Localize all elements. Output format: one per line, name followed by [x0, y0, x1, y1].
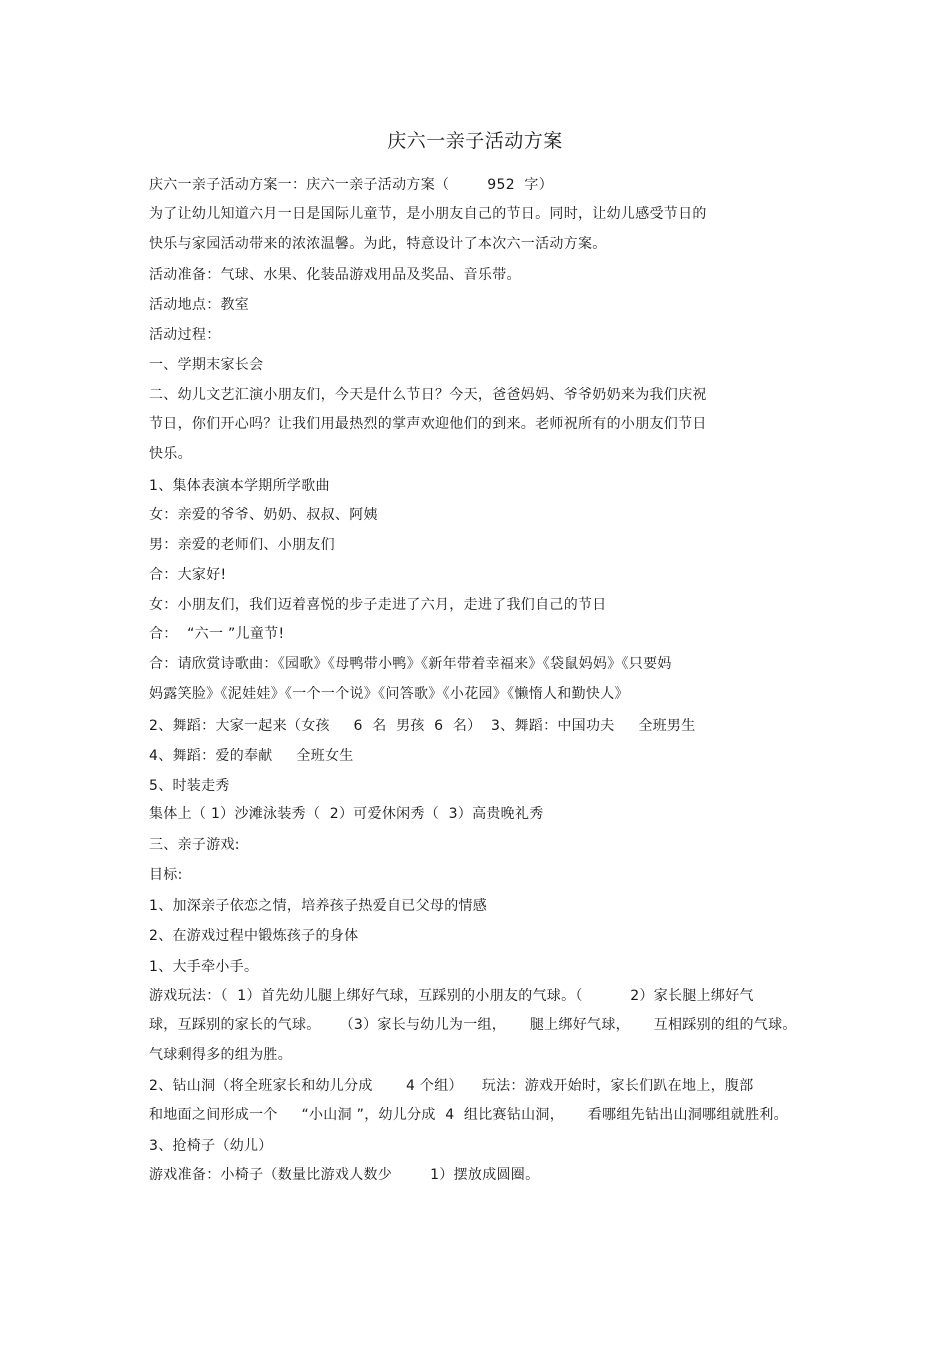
text-line: 活动准备：气球、水果、化装品游戏用品及奖品、音乐带。 [149, 267, 521, 283]
list-item: 1、大手牵小手。 [149, 959, 259, 975]
text-line: 合：大家好! [149, 567, 227, 583]
list-item: 2、舞蹈：大家一起来（女孩 6 名 男孩 6 名） 3、舞蹈：中国功夫 全班男生 [149, 718, 696, 734]
text-line: 合： “六一 ”儿童节! [149, 626, 285, 642]
text-line: 男：亲爱的老师们、小朋友们 [149, 537, 335, 553]
list-item: 5、时装走秀 [149, 778, 230, 794]
text-line: 活动过程： [149, 327, 221, 343]
text-line: 气球剩得多的组为胜。 [149, 1047, 292, 1063]
text-line: 合：请欣赏诗歌曲：《园歌》《母鸭带小鸭》《新年带着幸福来》《袋鼠妈妈》《只要妈 [149, 656, 672, 672]
section-heading: 一、学期末家长会 [149, 357, 264, 373]
text-line: 节日，你们开心吗？让我们用最热烈的掌声欢迎他们的到来。老师祝所有的小朋友们节日 [149, 416, 707, 432]
text-line: 集体上（ 1）沙滩泳装秀（ 2）可爱休闲秀（ 3）高贵晚礼秀 [149, 806, 544, 822]
list-item: 3、抢椅子（幼儿） [149, 1138, 273, 1154]
text-line: 活动地点：教室 [149, 297, 250, 313]
text-line: 快乐与家园活动带来的浓浓温馨。为此，特意设计了本次六一活动方案。 [149, 236, 607, 252]
text-line: 女：亲爱的爷爷、奶奶、叔叔、阿姨 [149, 507, 378, 523]
list-item: 1、集体表演本学期所学歌曲 [149, 478, 330, 494]
text-line: 游戏准备：小椅子（数量比游戏人数少 1）摆放成圆圈。 [149, 1167, 540, 1183]
section-heading: 二、幼儿文艺汇演小朋友们，今天是什么节日？今天，爸爸妈妈、爷爷奶奶来为我们庆祝 [149, 387, 707, 403]
document-title: 庆六一亲子活动方案 [387, 130, 563, 152]
text-line: 快乐。 [149, 446, 192, 462]
text-line: 游戏玩法：（ 1）首先幼儿腿上绑好气球，互踩别的小朋友的气球。（ 2）家长腿上绑好气 [149, 988, 754, 1004]
text-line: 妈露笑脸》《泥娃娃》《一个一个说》《问答歌》《小花园》《懒惰人和勤快人》 [149, 686, 629, 702]
section-heading: 三、亲子游戏: [149, 837, 240, 853]
text-line: 女：小朋友们，我们迈着喜悦的步子走进了六月，走进了我们自己的节日 [149, 597, 607, 613]
list-item: 2、钻山洞（将全班家长和幼儿分成 4 个组） 玩法：游戏开始时，家长们趴在地上，腹部 [149, 1078, 754, 1094]
list-item: 4、舞蹈：爱的奉献 全班女生 [149, 748, 354, 764]
text-line: 球，互踩别的家长的气球。 （3）家长与幼儿为一组， 腿上绑好气球， 互相踩别的组的气球。 [149, 1017, 797, 1033]
list-item: 1、加深亲子依恋之情，培养孩子热爱自已父母的情感 [149, 898, 488, 914]
text-line: 为了让幼儿知道六月一日是国际儿童节，是小朋友自己的节日。同时，让幼儿感受节日的 [149, 206, 707, 222]
list-item: 2、在游戏过程中锻炼孩子的身体 [149, 928, 359, 944]
text-line: 庆六一亲子活动方案一：庆六一亲子活动方案（ 952 字） [149, 177, 554, 193]
text-line: 和地面之间形成一个 “小山洞 ”，幼儿分成 4 组比赛钻山洞， 看哪组先钻出山洞哪组就胜利。 [149, 1107, 788, 1123]
text-line: 目标: [149, 867, 183, 883]
